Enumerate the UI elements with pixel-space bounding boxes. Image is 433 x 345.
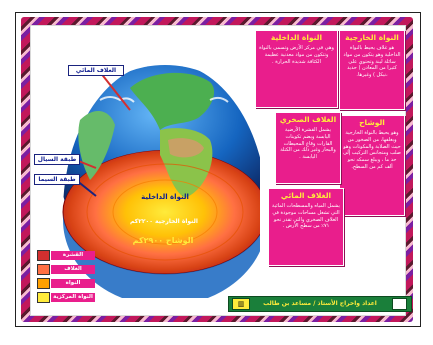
legend-swatch (37, 250, 50, 261)
mantle-depth-label: الوشاح ٢٩٠٠كم (132, 236, 194, 245)
mantle-title: الغلاف المائي (280, 191, 332, 200)
mantle-box (268, 188, 344, 266)
legend-swatch (37, 264, 50, 275)
sima-layer-label: طبقة السيما (34, 174, 80, 185)
outer-core-box (339, 30, 405, 110)
legend-item-inner-core (37, 292, 95, 303)
water-shell-label: الغلاف المائي (68, 65, 124, 76)
author-credit-banner (228, 296, 412, 312)
outer-core-text: هو غلاف يحيط بالنواة الداخلية وهو يتكون من مواد سائلة لينة وتحتوي على كثيرا من المعادن ( حديد ،نيكل ) وغيرها. (343, 45, 401, 79)
crust-box (339, 115, 405, 216)
mantle-text: يشمل المياه والمسطحات المائية التي تشغل مساحات موجودة في الغلاف الصخري والتي تقدر نحو ٧١٪ من سطح الأرض . (272, 203, 340, 230)
rocky-shell-box (275, 112, 341, 184)
legend-item-outer-core (37, 278, 95, 289)
rocky-shell-text: يشمل القشرة الأرضية اليابسة ويضم تكوينات القارات وقاع المحيطات والبحار وغير ذلك من الكتلة اليابسة . (280, 127, 336, 161)
legend-swatch (37, 292, 50, 303)
book-icon: ▥ (232, 298, 250, 310)
legend-label: النواة المركزية (51, 293, 95, 302)
legend-item-mantle (37, 264, 95, 275)
logo-icon (392, 298, 407, 310)
legend-swatch (37, 278, 50, 289)
legend (37, 250, 97, 310)
crust-title: الوشاح (359, 118, 385, 127)
legend-label: النواة (51, 279, 95, 288)
inner-core-title: النواة الداخلية (270, 33, 323, 42)
inner-core-text: وهي في مركز الأرض وتسمى بالنواة وتتكون من مواد معدنية عظيمة الكثافة شديدة الحرارة . (259, 45, 334, 65)
legend-item-crust (37, 250, 95, 261)
sial-layer-label: طبقة السيال (34, 154, 80, 165)
crust-text: وهو يحيط بالنواة الخارجية ويغلفها، من الصخور من حيث الصلابة والمكونات وهو صلب ومتجانس التركيب إلى حد ما ، ويبلغ سمكه نحو ألف كم من السطح. (343, 130, 401, 170)
author-credit-text: اعداد واخراج الأستاذ / مساعد بن طالب (263, 300, 377, 307)
rocky-shell-title: الغلاف الصخري (279, 115, 337, 124)
inner-core-box (255, 30, 338, 108)
inner-core-label: النواة الداخلية (141, 193, 189, 201)
legend-label: القشرة (51, 251, 95, 260)
outer-core-title: النواة الخارجية (345, 33, 399, 42)
outer-core-depth-label: النواة الخارجية ٢٢٠٠كم (130, 218, 198, 225)
legend-label: الغلاف (51, 265, 95, 274)
